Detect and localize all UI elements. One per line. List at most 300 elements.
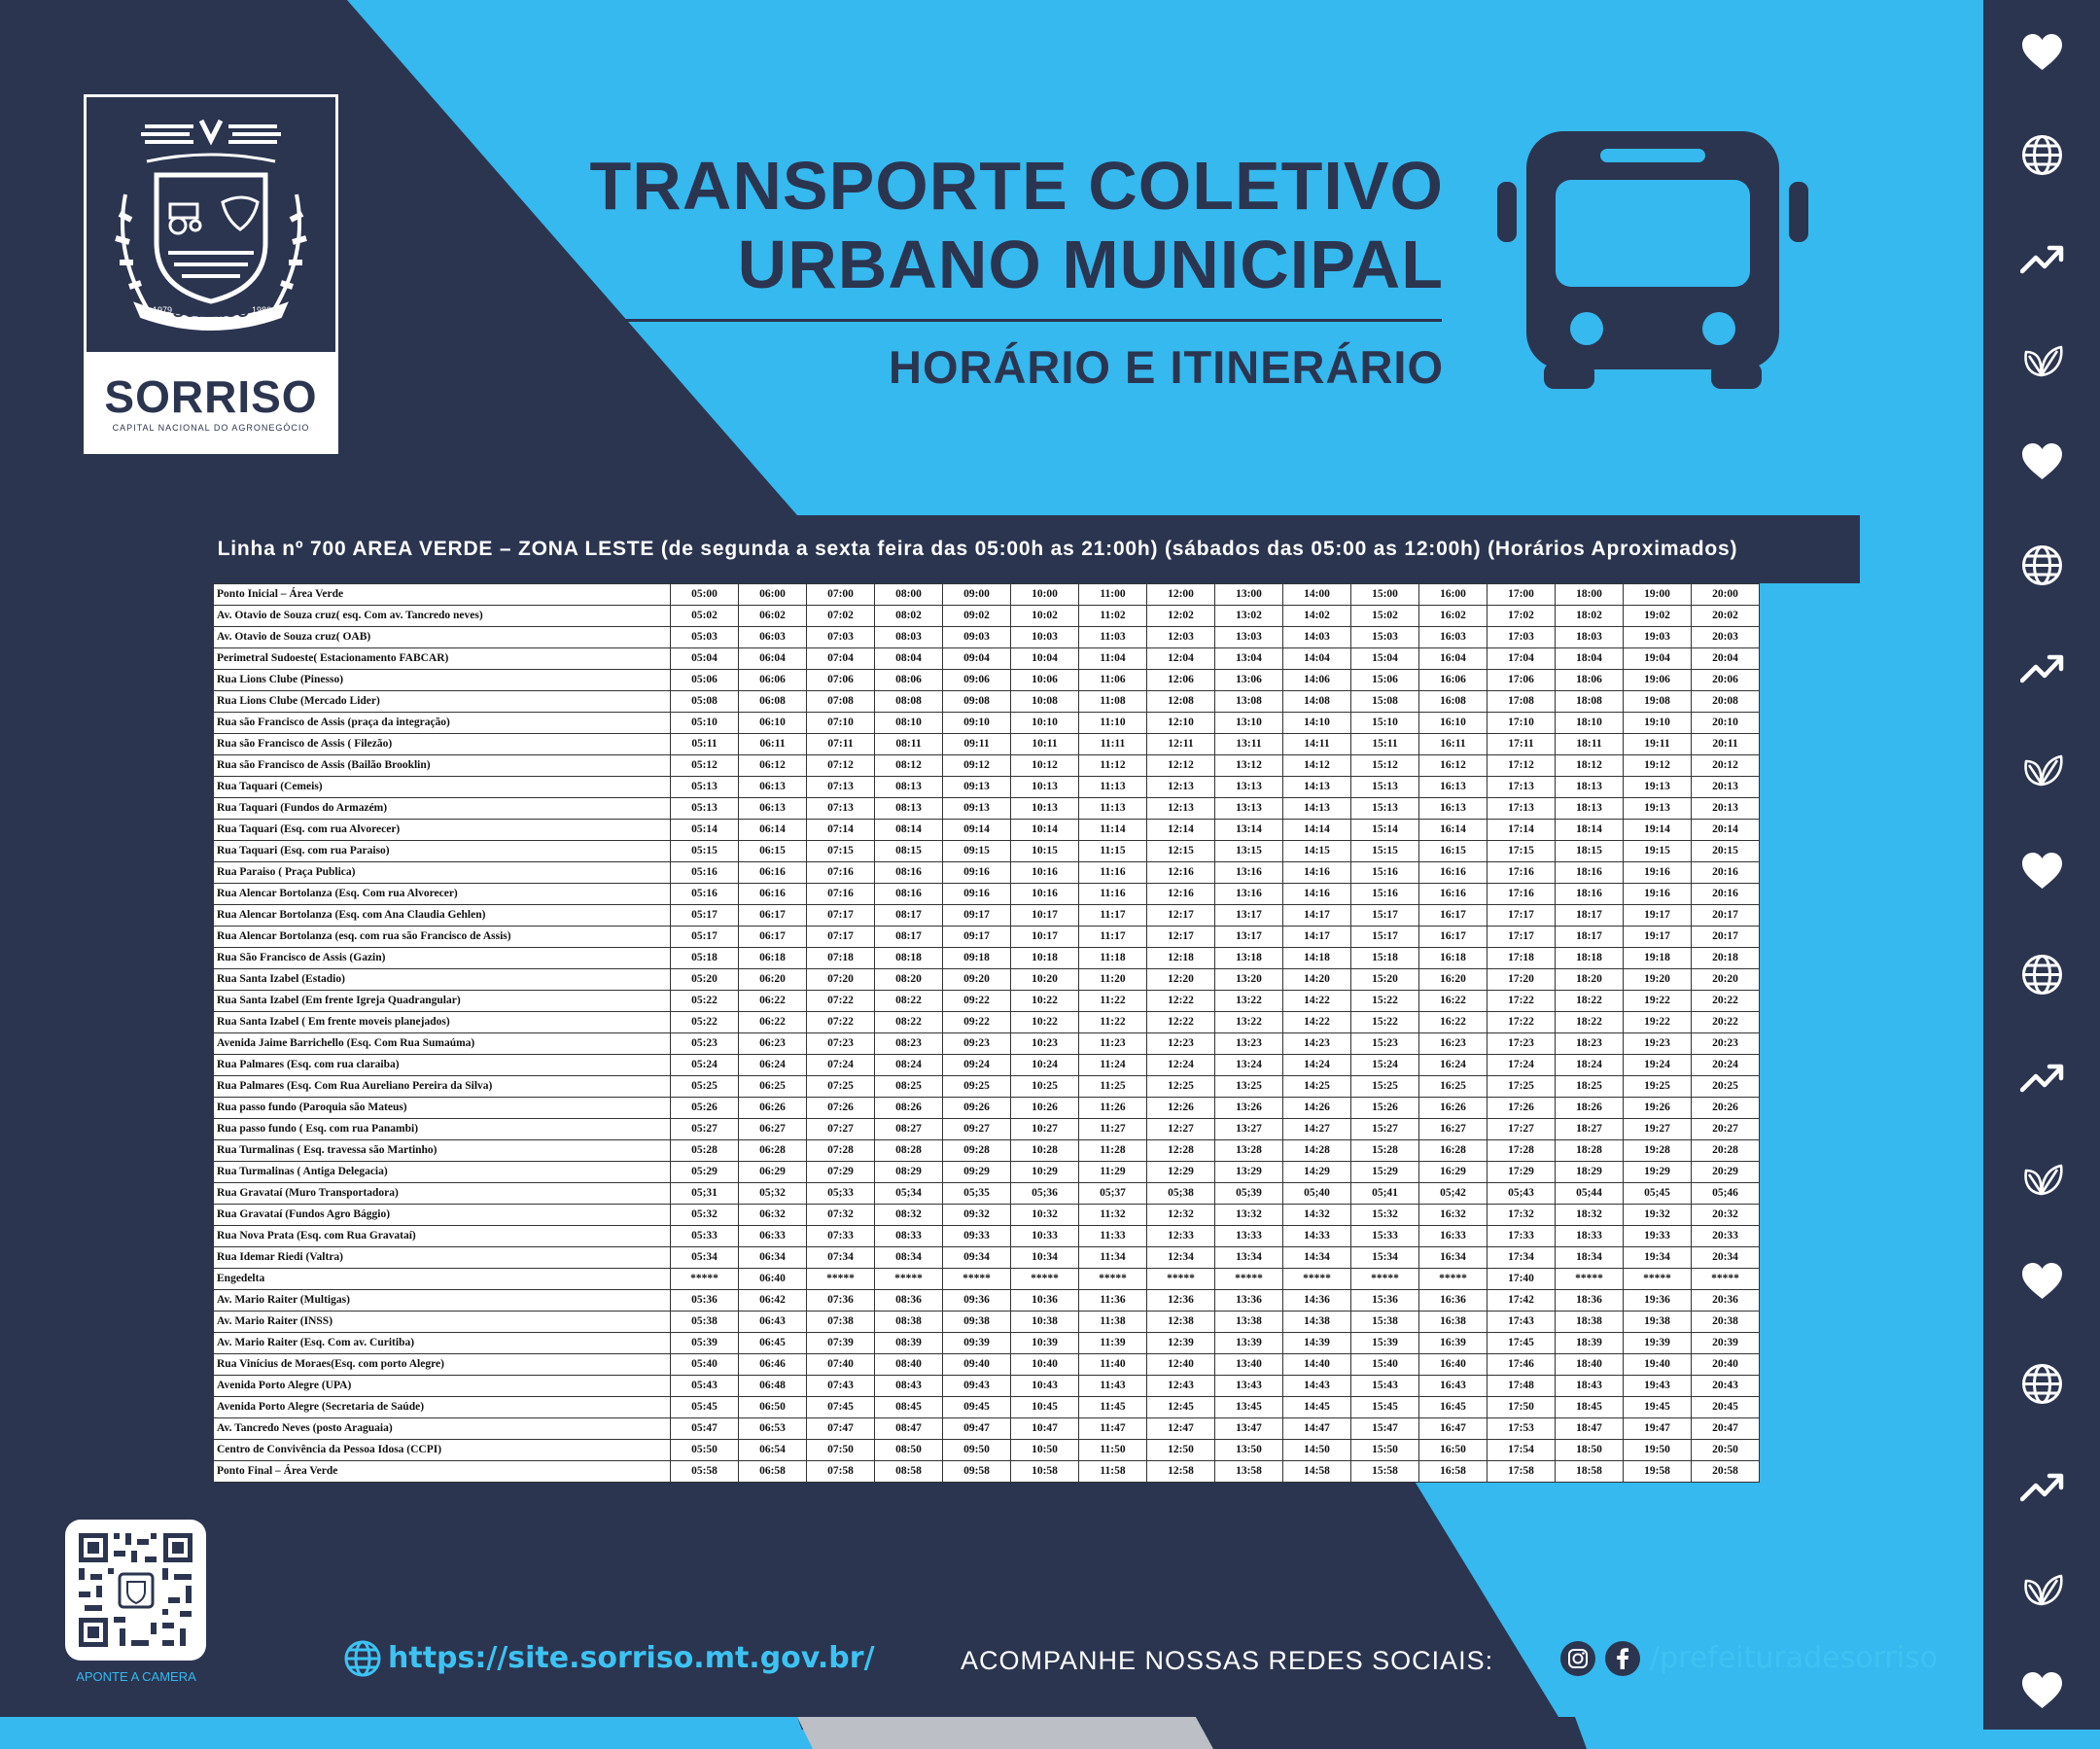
time-cell: 07:16 (807, 884, 875, 905)
time-cell: 05;33 (807, 1183, 875, 1205)
time-cell: 18:24 (1556, 1055, 1624, 1076)
time-cell: 10:39 (1011, 1333, 1079, 1354)
time-cell: 12:23 (1147, 1033, 1215, 1055)
time-cell: 17:34 (1488, 1247, 1556, 1269)
time-cell: 11:04 (1079, 648, 1147, 670)
time-cell: 14:14 (1283, 820, 1351, 841)
time-cell: 20:43 (1692, 1376, 1760, 1397)
logo-plate (84, 355, 338, 454)
time-cell: 10:04 (1011, 648, 1079, 670)
time-cell: 17:26 (1488, 1098, 1556, 1119)
time-cell: 15:22 (1351, 1012, 1419, 1033)
time-cell: 12:26 (1147, 1098, 1215, 1119)
time-cell: 15:39 (1351, 1333, 1419, 1354)
time-cell: 16:13 (1419, 777, 1488, 798)
time-cell: 06:43 (739, 1312, 807, 1333)
time-cell: 17:04 (1488, 648, 1556, 670)
time-cell: 12:10 (1147, 713, 1215, 734)
time-cell: 16:18 (1419, 948, 1488, 969)
time-cell: 16:22 (1419, 991, 1488, 1012)
time-cell: 14:22 (1283, 991, 1351, 1012)
time-cell: 06:11 (739, 734, 807, 755)
stop-name-cell: Rua passo fundo (Paroquia são Mateus) (214, 1098, 671, 1119)
table-row (214, 862, 1760, 884)
time-cell: 15:17 (1351, 905, 1419, 927)
time-cell: 18:16 (1556, 862, 1624, 884)
time-cell: 07:47 (807, 1418, 875, 1440)
time-cell: 06:13 (739, 798, 807, 820)
social-handle[interactable]: /prefeituradesorriso (1650, 1641, 1939, 1675)
time-cell: 09:23 (943, 1033, 1011, 1055)
time-cell: 05:13 (671, 777, 739, 798)
time-cell: 05:16 (671, 884, 739, 905)
table-row (214, 798, 1760, 820)
table-row (214, 1140, 1760, 1162)
time-cell: 17:10 (1488, 713, 1556, 734)
time-cell: 08:33 (875, 1226, 943, 1247)
time-cell: 10:24 (1011, 1055, 1079, 1076)
time-cell: 09:43 (943, 1376, 1011, 1397)
time-cell: 12:50 (1147, 1440, 1215, 1461)
time-cell: 05:12 (671, 755, 739, 777)
time-cell: 13:13 (1215, 798, 1283, 820)
time-cell: 20:13 (1692, 777, 1760, 798)
time-cell: 10:47 (1011, 1418, 1079, 1440)
logo-ribbon-text: SORRISO (172, 302, 250, 321)
time-cell: 07:26 (807, 1098, 875, 1119)
heart-icon (2020, 850, 2064, 893)
time-cell: 07:36 (807, 1290, 875, 1312)
time-cell: 05;40 (1283, 1183, 1351, 1205)
time-cell: 12:34 (1147, 1247, 1215, 1269)
time-cell: 07:27 (807, 1119, 875, 1140)
time-cell: 15:40 (1351, 1354, 1419, 1376)
time-cell: 11:50 (1079, 1440, 1147, 1461)
time-cell: 19:20 (1624, 969, 1692, 991)
time-cell: 05:47 (671, 1418, 739, 1440)
time-cell: ***** (1147, 1269, 1215, 1290)
time-cell: 11:11 (1079, 734, 1147, 755)
time-cell: 07:18 (807, 948, 875, 969)
table-row (214, 1440, 1760, 1461)
time-cell: 15:18 (1351, 948, 1419, 969)
time-cell: 11:16 (1079, 884, 1147, 905)
table-row (214, 1376, 1760, 1397)
time-cell: 07:40 (807, 1354, 875, 1376)
time-cell: 14:02 (1283, 606, 1351, 627)
time-cell: 15:32 (1351, 1205, 1419, 1226)
time-cell: 17:11 (1488, 734, 1556, 755)
time-cell: 12:38 (1147, 1312, 1215, 1333)
time-cell: 10:16 (1011, 862, 1079, 884)
time-cell: 13:45 (1215, 1397, 1283, 1418)
time-cell: 15:24 (1351, 1055, 1419, 1076)
time-cell: 05:22 (671, 991, 739, 1012)
time-cell: 08:22 (875, 991, 943, 1012)
time-cell: 12:22 (1147, 991, 1215, 1012)
time-cell: 11:13 (1079, 777, 1147, 798)
time-cell: 11:58 (1079, 1461, 1147, 1483)
time-cell: 07:45 (807, 1397, 875, 1418)
table-row (214, 905, 1760, 927)
time-cell: 11:08 (1079, 691, 1147, 713)
time-cell: 13:12 (1215, 755, 1283, 777)
time-cell: 11:18 (1079, 948, 1147, 969)
time-cell: 06:25 (739, 1076, 807, 1098)
time-cell: 05;45 (1624, 1183, 1692, 1205)
facebook-icon[interactable] (1605, 1641, 1640, 1676)
time-cell: 14:29 (1283, 1162, 1351, 1183)
time-cell: 20:22 (1692, 991, 1760, 1012)
logo-year-right: 1986 (252, 305, 272, 315)
time-cell: 16:12 (1419, 755, 1488, 777)
time-cell: 14:24 (1283, 1055, 1351, 1076)
time-cell: 06:18 (739, 948, 807, 969)
time-cell: ***** (1215, 1269, 1283, 1290)
table-row (214, 1012, 1760, 1033)
time-cell: 12:03 (1147, 627, 1215, 648)
time-cell: 20:16 (1692, 862, 1760, 884)
time-cell: 15:23 (1351, 1033, 1419, 1055)
time-cell: 15:50 (1351, 1440, 1419, 1461)
time-cell: 10:13 (1011, 798, 1079, 820)
time-cell: 14:34 (1283, 1247, 1351, 1269)
time-cell: 10:43 (1011, 1376, 1079, 1397)
time-cell: 06:10 (739, 713, 807, 734)
time-cell: 09:10 (943, 713, 1011, 734)
title-divider (572, 319, 1442, 322)
time-cell: ***** (1624, 1269, 1692, 1290)
time-cell: 14:28 (1283, 1140, 1351, 1162)
time-cell: 05;44 (1556, 1183, 1624, 1205)
time-cell: 18:36 (1556, 1290, 1624, 1312)
time-cell: 18:45 (1556, 1397, 1624, 1418)
table-row (214, 1397, 1760, 1418)
time-cell: 16:23 (1419, 1033, 1488, 1055)
table-row (214, 1205, 1760, 1226)
time-cell: 07:17 (807, 927, 875, 948)
time-cell: 16:22 (1419, 1012, 1488, 1033)
time-cell: 19:00 (1624, 584, 1692, 606)
stop-name-cell: Rua Santa Izabel ( Em frente moveis planejados) (214, 1012, 671, 1033)
time-cell: 14:32 (1283, 1205, 1351, 1226)
time-cell: 13:40 (1215, 1354, 1283, 1376)
heart-icon (2020, 1669, 2064, 1713)
time-cell: 14:22 (1283, 1012, 1351, 1033)
time-cell: 13:38 (1215, 1312, 1283, 1333)
time-cell: 09:26 (943, 1098, 1011, 1119)
time-cell: 13:27 (1215, 1119, 1283, 1140)
time-cell: 10:58 (1011, 1461, 1079, 1483)
time-cell: 08:24 (875, 1055, 943, 1076)
time-cell: 13:06 (1215, 670, 1283, 691)
time-cell: 19:58 (1624, 1461, 1692, 1483)
time-cell: 09:24 (943, 1055, 1011, 1076)
instagram-icon[interactable] (1560, 1641, 1595, 1676)
website-url[interactable]: https://site.sorriso.mt.gov.br/ (388, 1641, 875, 1675)
time-cell: 08:26 (875, 1098, 943, 1119)
time-cell: 10:22 (1011, 1012, 1079, 1033)
time-cell: 16:10 (1419, 713, 1488, 734)
time-cell: 05:50 (671, 1440, 739, 1461)
time-cell: 14:23 (1283, 1033, 1351, 1055)
time-cell: 05:29 (671, 1162, 739, 1183)
logo-city-name: SORRISO (104, 371, 318, 422)
time-cell: 09:12 (943, 755, 1011, 777)
time-cell: 07:13 (807, 777, 875, 798)
time-cell: 16:11 (1419, 734, 1488, 755)
time-cell: 08:12 (875, 755, 943, 777)
time-cell: 17:27 (1488, 1119, 1556, 1140)
time-cell: 14:26 (1283, 1098, 1351, 1119)
time-cell: 10:33 (1011, 1226, 1079, 1247)
time-cell: 12:28 (1147, 1140, 1215, 1162)
table-row (214, 1119, 1760, 1140)
time-cell: 12:06 (1147, 670, 1215, 691)
stop-name-cell: Rua Taquari (Cemeis) (214, 777, 671, 798)
time-cell: 12:22 (1147, 1012, 1215, 1033)
time-cell: 11:15 (1079, 841, 1147, 862)
time-cell: 05;35 (943, 1183, 1011, 1205)
time-cell: 11:13 (1079, 798, 1147, 820)
time-cell: 05;42 (1419, 1183, 1488, 1205)
time-cell: 17:20 (1488, 969, 1556, 991)
time-cell: 15:47 (1351, 1418, 1419, 1440)
time-cell: 11:12 (1079, 755, 1147, 777)
time-cell: 20:26 (1692, 1098, 1760, 1119)
time-cell: 10:20 (1011, 969, 1079, 991)
time-cell: 06:08 (739, 691, 807, 713)
time-cell: 13:23 (1215, 1033, 1283, 1055)
time-cell: 12:20 (1147, 969, 1215, 991)
time-cell: 07:28 (807, 1140, 875, 1162)
time-cell: 07:23 (807, 1033, 875, 1055)
heart-icon (2020, 1260, 2064, 1304)
stop-name-cell: Avenida Porto Alegre (Secretaria de Saúde) (214, 1397, 671, 1418)
time-cell: 16:33 (1419, 1226, 1488, 1247)
time-cell: 17:43 (1488, 1312, 1556, 1333)
time-cell: 06:00 (739, 584, 807, 606)
logo-year-left: 1979 (153, 305, 173, 315)
table-row (214, 627, 1760, 648)
stop-name-cell: Rua são Francisco de Assis (Bailão Brooklin) (214, 755, 671, 777)
time-cell: 14:25 (1283, 1076, 1351, 1098)
table-row (214, 1461, 1760, 1483)
time-cell: 15:36 (1351, 1290, 1419, 1312)
time-cell: 12:29 (1147, 1162, 1215, 1183)
time-cell: 09:00 (943, 584, 1011, 606)
time-cell: 11:27 (1079, 1119, 1147, 1140)
time-cell: 12:43 (1147, 1376, 1215, 1397)
time-cell: 06:22 (739, 991, 807, 1012)
time-cell: 15:34 (1351, 1247, 1419, 1269)
time-cell: 19:28 (1624, 1140, 1692, 1162)
time-cell: 16:17 (1419, 905, 1488, 927)
time-cell: 06:23 (739, 1033, 807, 1055)
time-cell: 20:02 (1692, 606, 1760, 627)
time-cell: 11:33 (1079, 1226, 1147, 1247)
time-cell: 18:40 (1556, 1354, 1624, 1376)
time-cell: 17:22 (1488, 1012, 1556, 1033)
time-cell: ***** (943, 1269, 1011, 1290)
time-cell: 12:58 (1147, 1461, 1215, 1483)
stop-name-cell: Rua Palmares (Esq. com rua claraiba) (214, 1055, 671, 1076)
time-cell: 08:43 (875, 1376, 943, 1397)
time-cell: 12:04 (1147, 648, 1215, 670)
time-cell: 11:20 (1079, 969, 1147, 991)
time-cell: 05:40 (671, 1354, 739, 1376)
time-cell: 10:34 (1011, 1247, 1079, 1269)
time-cell: 06:42 (739, 1290, 807, 1312)
time-cell: 19:26 (1624, 1098, 1692, 1119)
time-cell: 10:02 (1011, 606, 1079, 627)
time-cell: 05;43 (1488, 1183, 1556, 1205)
time-cell: 07:22 (807, 991, 875, 1012)
time-cell: 09:38 (943, 1312, 1011, 1333)
time-cell: 18:22 (1556, 991, 1624, 1012)
time-cell: 13:16 (1215, 884, 1283, 905)
time-cell: 20:33 (1692, 1226, 1760, 1247)
time-cell: 13:17 (1215, 927, 1283, 948)
time-cell: 05:08 (671, 691, 739, 713)
table-row (214, 1162, 1760, 1183)
qr-code[interactable] (65, 1520, 206, 1661)
time-cell: 14:12 (1283, 755, 1351, 777)
time-cell: 18:15 (1556, 841, 1624, 862)
time-cell: 07:50 (807, 1440, 875, 1461)
time-cell: 06:15 (739, 841, 807, 862)
time-cell: 13:29 (1215, 1162, 1283, 1183)
time-cell: 15:22 (1351, 991, 1419, 1012)
time-cell: 20:32 (1692, 1205, 1760, 1226)
time-cell: 06:27 (739, 1119, 807, 1140)
time-cell: 06:16 (739, 884, 807, 905)
time-cell: 05;41 (1351, 1183, 1419, 1205)
time-cell: 19:13 (1624, 798, 1692, 820)
time-cell: 11:45 (1079, 1397, 1147, 1418)
time-cell: 08:58 (875, 1461, 943, 1483)
time-cell: 19:22 (1624, 991, 1692, 1012)
time-cell: 19:17 (1624, 927, 1692, 948)
time-cell: 10:12 (1011, 755, 1079, 777)
time-cell: 13:02 (1215, 606, 1283, 627)
time-cell: 11:36 (1079, 1290, 1147, 1312)
time-cell: 20:11 (1692, 734, 1760, 755)
time-cell: 08:17 (875, 927, 943, 948)
time-cell: 08:23 (875, 1033, 943, 1055)
stop-name-cell: Rua Paraiso ( Praça Publica) (214, 862, 671, 884)
time-cell: 08:29 (875, 1162, 943, 1183)
stop-name-cell: Rua Alencar Bortolanza (Esq. Com rua Alvorecer) (214, 884, 671, 905)
time-cell: 15:43 (1351, 1376, 1419, 1397)
time-cell: 08:08 (875, 691, 943, 713)
stop-name-cell: Rua Lions Clube (Pinesso) (214, 670, 671, 691)
time-cell: 18:16 (1556, 884, 1624, 905)
stop-name-cell: Rua Alencar Bortolanza (esq. com rua são Francisco de Assis) (214, 927, 671, 948)
table-row (214, 1290, 1760, 1312)
time-cell: 07:25 (807, 1076, 875, 1098)
time-cell: 13:13 (1215, 777, 1283, 798)
time-cell: 08:16 (875, 862, 943, 884)
time-cell: 18:10 (1556, 713, 1624, 734)
time-cell: 12:16 (1147, 884, 1215, 905)
time-cell: 05:02 (671, 606, 739, 627)
time-cell: 05;38 (1147, 1183, 1215, 1205)
time-cell: 20:23 (1692, 1033, 1760, 1055)
time-cell: 14:20 (1283, 969, 1351, 991)
time-cell: 15:29 (1351, 1162, 1419, 1183)
time-cell: 15:11 (1351, 734, 1419, 755)
time-cell: 19:25 (1624, 1076, 1692, 1098)
time-cell: 13:11 (1215, 734, 1283, 755)
table-row (214, 584, 1760, 606)
time-cell: 06:50 (739, 1397, 807, 1418)
time-cell: 15:17 (1351, 927, 1419, 948)
time-cell: 14:45 (1283, 1397, 1351, 1418)
time-cell: 17:25 (1488, 1076, 1556, 1098)
time-cell: 15:12 (1351, 755, 1419, 777)
table-row (214, 969, 1760, 991)
table-row (214, 713, 1760, 734)
time-cell: 05;32 (739, 1183, 807, 1205)
time-cell: 09:17 (943, 905, 1011, 927)
side-icon-column (1983, 0, 2100, 1749)
time-cell: 08:34 (875, 1247, 943, 1269)
stop-name-cell: Av. Tancredo Neves (posto Araguaia) (214, 1418, 671, 1440)
time-cell: 13:50 (1215, 1440, 1283, 1461)
time-cell: 16:58 (1419, 1461, 1488, 1483)
time-cell: 06:40 (739, 1269, 807, 1290)
time-cell: 17:53 (1488, 1418, 1556, 1440)
time-cell: 07:06 (807, 670, 875, 691)
time-cell: 13:10 (1215, 713, 1283, 734)
globe-icon (2020, 953, 2064, 997)
time-cell: 12:25 (1147, 1076, 1215, 1098)
time-cell: 20:12 (1692, 755, 1760, 777)
time-cell: 12:13 (1147, 777, 1215, 798)
time-cell: 09:13 (943, 798, 1011, 820)
time-cell: 10:40 (1011, 1354, 1079, 1376)
time-cell: 13:14 (1215, 820, 1283, 841)
time-cell: 07:22 (807, 1012, 875, 1033)
time-cell: 11:39 (1079, 1333, 1147, 1354)
time-cell: 16:20 (1419, 969, 1488, 991)
time-cell: 07:24 (807, 1055, 875, 1076)
time-cell: 19:50 (1624, 1440, 1692, 1461)
time-cell: 10:15 (1011, 841, 1079, 862)
time-cell: 20:47 (1692, 1418, 1760, 1440)
time-cell: 18:12 (1556, 755, 1624, 777)
time-cell: 20:45 (1692, 1397, 1760, 1418)
time-cell: 17:02 (1488, 606, 1556, 627)
time-cell: 20:34 (1692, 1247, 1760, 1269)
table-row (214, 1033, 1760, 1055)
time-cell: 15:10 (1351, 713, 1419, 734)
time-cell: 14:08 (1283, 691, 1351, 713)
time-cell: 08:25 (875, 1076, 943, 1098)
time-cell: 11:17 (1079, 927, 1147, 948)
time-cell: 09:18 (943, 948, 1011, 969)
time-cell: 18:26 (1556, 1098, 1624, 1119)
time-cell: 20:18 (1692, 948, 1760, 969)
time-cell: 15:27 (1351, 1119, 1419, 1140)
time-cell: 19:22 (1624, 1012, 1692, 1033)
time-cell: 16:03 (1419, 627, 1488, 648)
website-link[interactable] (343, 1639, 875, 1678)
time-cell: 17:17 (1488, 927, 1556, 948)
time-cell: 16:40 (1419, 1354, 1488, 1376)
time-cell: 15:16 (1351, 884, 1419, 905)
